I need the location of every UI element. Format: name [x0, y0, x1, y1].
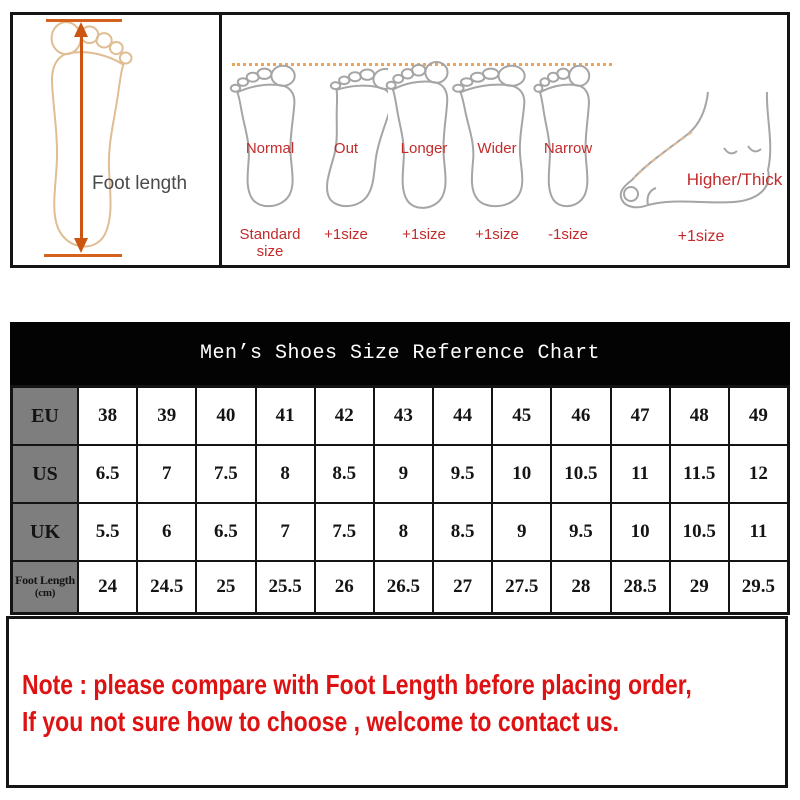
measure-arrow-line [80, 30, 83, 240]
table-cell: 7 [138, 446, 195, 502]
size-advice-label: +1size [402, 226, 446, 243]
table-cell: 9 [375, 446, 432, 502]
size-advice-label: +1size [324, 226, 368, 243]
foot-type-label: Longer [400, 140, 448, 157]
table-cell: 46 [552, 388, 609, 444]
table-cell: 39 [138, 388, 195, 444]
table-cell: 8.5 [316, 446, 373, 502]
chart-title: Men’s Shoes Size Reference Chart [199, 342, 601, 365]
note-line-1: Note : please compare with Foot Length before placing order, [22, 669, 692, 700]
foot-type-label: Normal [245, 140, 295, 157]
arrow-up-icon [74, 22, 88, 37]
table-cell: 6.5 [197, 504, 254, 560]
table-cell: 26.5 [375, 562, 432, 612]
table-cell: 9.5 [552, 504, 609, 560]
row-header-eu: EU [13, 388, 77, 444]
row-header-uk: UK [13, 504, 77, 560]
table-cell: 10 [493, 446, 550, 502]
table-cell: 10.5 [671, 504, 728, 560]
table-cell: 9.5 [434, 446, 491, 502]
table-cell: 27 [434, 562, 491, 612]
table-cell: 45 [493, 388, 550, 444]
table-cell: 8 [375, 504, 432, 560]
table-cell: 5.5 [79, 504, 136, 560]
foot-normal-icon [228, 62, 312, 214]
table-cell: 8 [257, 446, 314, 502]
note-text [22, 666, 692, 740]
size-advice-label: +1size [677, 228, 725, 245]
table-cell: 6 [138, 504, 195, 560]
table-cell: 11 [730, 504, 787, 560]
foot-out-icon [304, 62, 388, 214]
table-cell: 7.5 [316, 504, 373, 560]
foot-type-label: Wider [477, 140, 517, 157]
table-cell: 9 [493, 504, 550, 560]
table-cell: 24 [79, 562, 136, 612]
table-cell: 42 [316, 388, 373, 444]
size-reference-table [10, 385, 790, 615]
foot-wider-icon [450, 62, 544, 214]
table-cell: 43 [375, 388, 432, 444]
table-cell: 48 [671, 388, 728, 444]
table-cell: 25.5 [257, 562, 314, 612]
foot-type-label: Out [333, 140, 359, 157]
table-cell: 10 [612, 504, 669, 560]
table-cell: 11 [612, 446, 669, 502]
table-cell: 49 [730, 388, 787, 444]
table-cell: 28.5 [612, 562, 669, 612]
row-header-us: US [13, 446, 77, 502]
panel-divider [219, 12, 222, 268]
table-cell: 38 [79, 388, 136, 444]
measure-cap-bottom [44, 254, 122, 257]
table-cell: 25 [197, 562, 254, 612]
table-cell: 7.5 [197, 446, 254, 502]
title-bar [10, 322, 790, 385]
size-advice-label: -1size [547, 226, 588, 243]
table-cell: 24.5 [138, 562, 195, 612]
table-cell: 47 [612, 388, 669, 444]
table-cell: 7 [257, 504, 314, 560]
table-cell: 28 [552, 562, 609, 612]
foot-type-label: Higher/Thick [686, 170, 783, 189]
table-cell: 27.5 [493, 562, 550, 612]
row-header-foot-length-unit: (cm) [34, 587, 56, 599]
size-advice-label: Standard size [239, 226, 301, 260]
foot-narrow-icon [532, 62, 604, 214]
foot-side-view-icon [616, 92, 788, 210]
table-cell: 29 [671, 562, 728, 612]
note-line-2: If you not sure how to choose , welcome to contact us. [22, 706, 620, 737]
table-cell: 44 [434, 388, 491, 444]
table-cell: 8.5 [434, 504, 491, 560]
table-cell: 6.5 [79, 446, 136, 502]
arrow-down-icon [74, 238, 88, 253]
row-header-foot-length-title: Foot Length [15, 573, 75, 587]
foot-length-label: Foot length [92, 173, 188, 194]
table-cell: 12 [730, 446, 787, 502]
table-cell: 29.5 [730, 562, 787, 612]
table-cell: 10.5 [552, 446, 609, 502]
table-cell: 11.5 [671, 446, 728, 502]
size-advice-label: +1size [475, 226, 519, 243]
row-header-foot-length [13, 562, 77, 612]
foot-type-label: Narrow [543, 140, 593, 157]
table-cell: 26 [316, 562, 373, 612]
table-cell: 41 [257, 388, 314, 444]
table-cell: 40 [197, 388, 254, 444]
